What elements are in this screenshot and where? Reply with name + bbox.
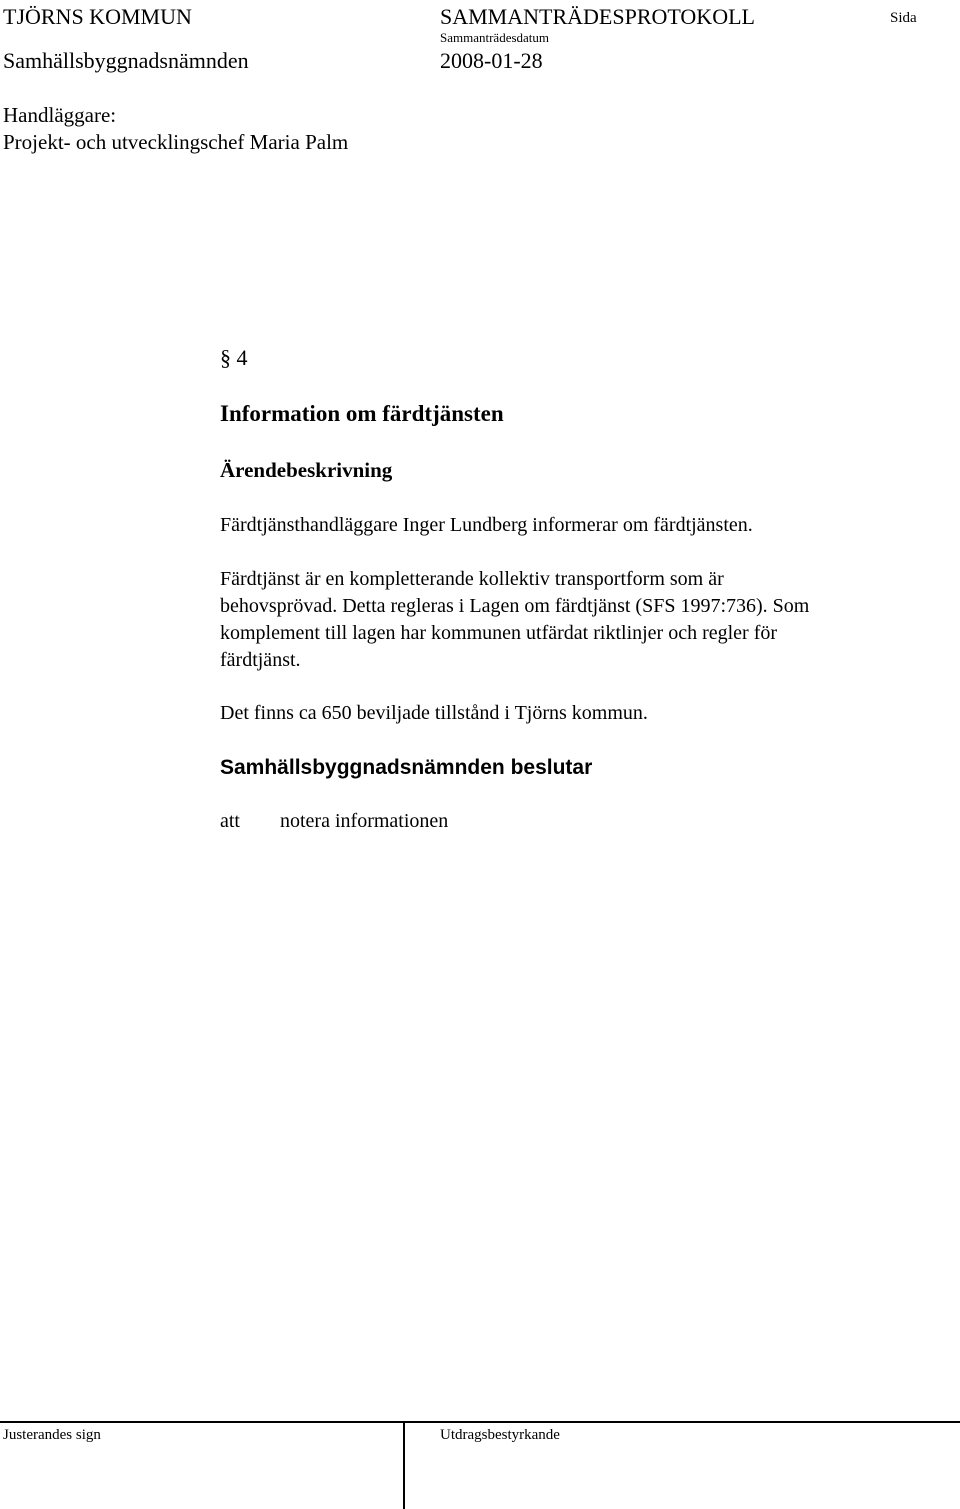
handler-label: Handläggare:: [3, 103, 117, 127]
decision-att: att: [220, 810, 240, 832]
paragraph-2-line: komplement till lagen har kommunen utfärdat riktlinjer och regler för: [220, 622, 778, 644]
handler-name: Projekt- och utvecklingschef Maria Palm: [3, 130, 349, 154]
item-title: Information om färdtjänsten: [220, 401, 504, 426]
municipality-name: TJÖRNS KOMMUN: [3, 4, 192, 29]
paragraph-number: § 4: [220, 345, 248, 370]
description-heading: Ärendebeskrivning: [220, 458, 393, 482]
description-paragraph-2: [220, 566, 920, 674]
page-label: Sida: [890, 10, 917, 26]
paragraph-2-line: behovsprövad. Detta regleras i Lagen om färdtjänst (SFS 1997:736). Som: [220, 595, 810, 617]
meeting-date: 2008-01-28: [440, 48, 543, 73]
footer-vertical-divider: [403, 1421, 405, 1509]
paragraph-2-line: Färdtjänst är en kompletterande kollektiv transportform som är: [220, 568, 724, 590]
committee-name: Samhällsbyggnadsnämnden: [3, 48, 249, 73]
meeting-date-label: Sammanträdesdatum: [440, 30, 550, 45]
document-type: SAMMANTRÄDESPROTOKOLL: [440, 4, 755, 29]
footer-certification-label: Utdragsbestyrkande: [440, 1427, 560, 1443]
decision-text: notera informationen: [280, 810, 449, 832]
description-paragraph-1: Färdtjänsthandläggare Inger Lundberg informerar om färdtjänsten.: [220, 514, 753, 536]
footer-divider-line: [0, 1421, 960, 1423]
decision-heading: Samhällsbyggnadsnämnden beslutar: [220, 756, 593, 779]
footer-signature-label: Justerandes sign: [3, 1427, 101, 1443]
paragraph-2-line: färdtjänst.: [220, 649, 301, 671]
description-paragraph-3: Det finns ca 650 beviljade tillstånd i Tjörns kommun.: [220, 702, 648, 724]
